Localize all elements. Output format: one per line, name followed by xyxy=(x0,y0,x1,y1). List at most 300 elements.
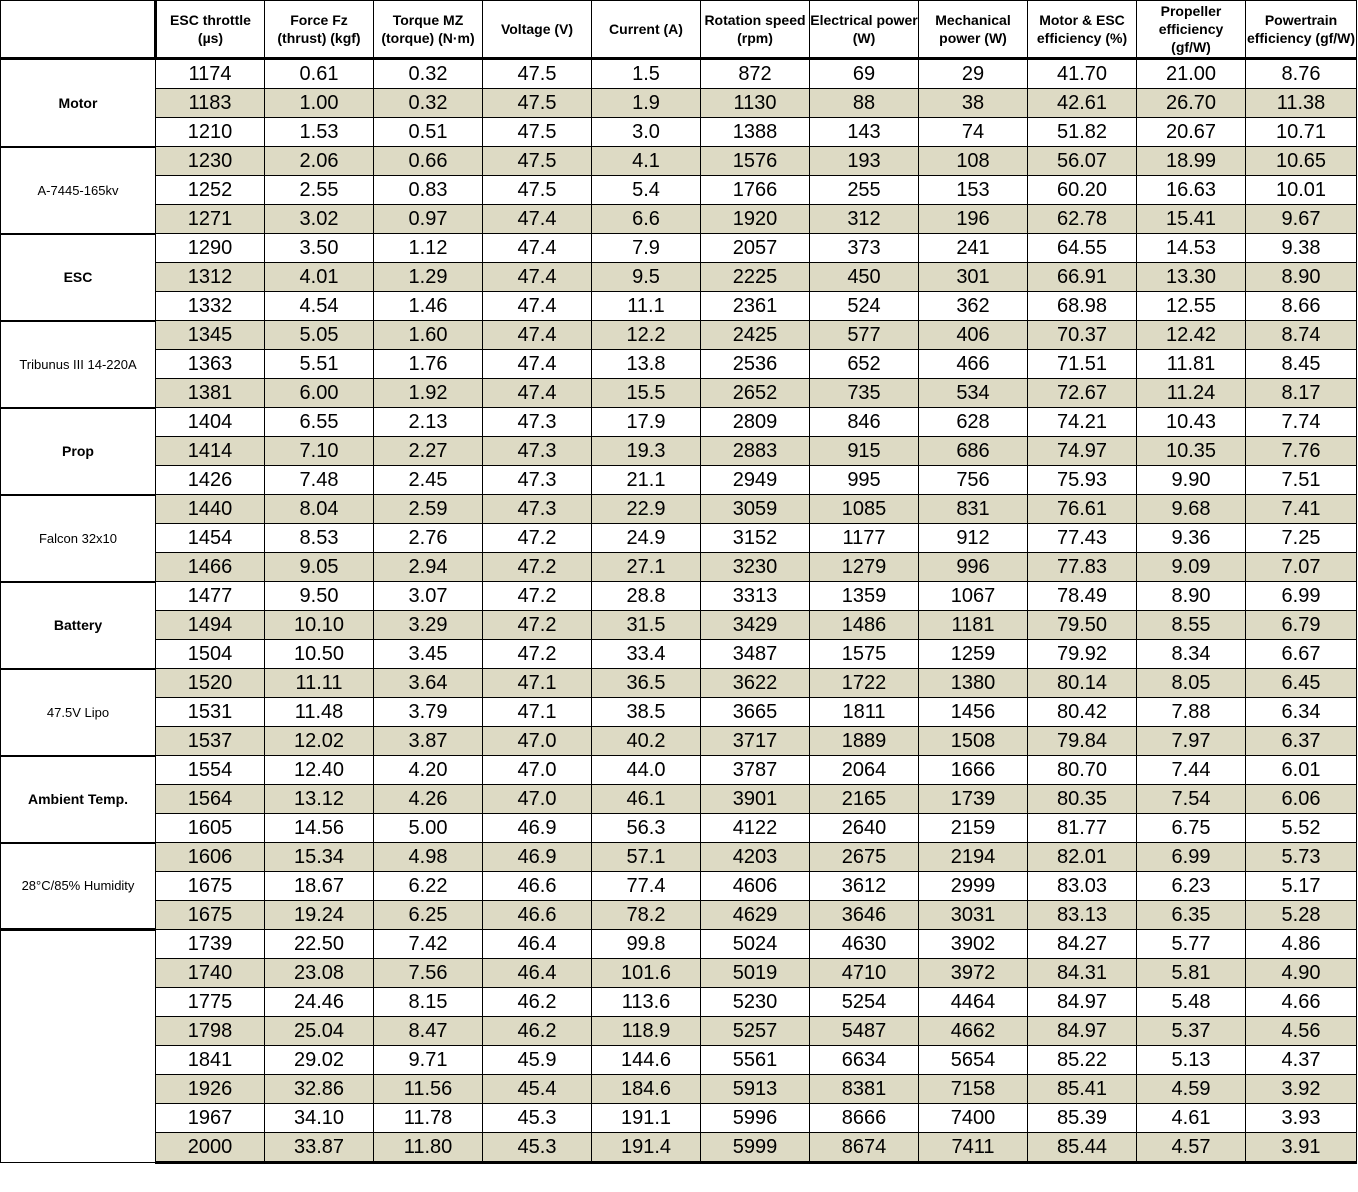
table-cell: 4629 xyxy=(701,901,810,930)
table-row xyxy=(1,147,1357,176)
table-cell: 8.66 xyxy=(1246,292,1357,321)
table-cell: 19.24 xyxy=(265,901,374,930)
table-cell: 84.97 xyxy=(1028,988,1137,1017)
table-cell: 4.98 xyxy=(374,843,483,872)
table-cell: 41.70 xyxy=(1028,59,1137,89)
table-cell: 3.45 xyxy=(374,640,483,669)
table-cell: 3152 xyxy=(701,524,810,553)
table-cell: 5.73 xyxy=(1246,843,1357,872)
table-cell: 3429 xyxy=(701,611,810,640)
table-cell: 2652 xyxy=(701,379,810,408)
table-cell: 466 xyxy=(919,350,1028,379)
column-header: Mechanical power (W) xyxy=(919,1,1028,59)
table-cell: 12.55 xyxy=(1137,292,1246,321)
table-cell: 33.4 xyxy=(592,640,701,669)
column-header: Powertrain efficiency (gf/W) xyxy=(1246,1,1357,59)
table-cell: 70.37 xyxy=(1028,321,1137,350)
table-cell: 29.02 xyxy=(265,1046,374,1075)
table-cell: 0.32 xyxy=(374,59,483,89)
table-row xyxy=(1,205,1357,234)
table-cell: 8.05 xyxy=(1137,669,1246,698)
table-row xyxy=(1,1104,1357,1133)
table-cell: 1775 xyxy=(156,988,265,1017)
table-cell: 255 xyxy=(810,176,919,205)
table-row xyxy=(1,176,1357,205)
table-row xyxy=(1,553,1357,582)
table-row xyxy=(1,263,1357,292)
table-cell: 2.94 xyxy=(374,553,483,582)
table-cell: 68.98 xyxy=(1028,292,1137,321)
table-cell: 3.29 xyxy=(374,611,483,640)
table-cell: 22.9 xyxy=(592,495,701,524)
prop-model: Falcon 32x10 xyxy=(1,495,156,582)
table-cell: 1380 xyxy=(919,669,1028,698)
table-cell: 2809 xyxy=(701,408,810,437)
table-cell: 9.67 xyxy=(1246,205,1357,234)
table-cell: 301 xyxy=(919,263,1028,292)
table-cell: 46.6 xyxy=(483,901,592,930)
table-cell: 0.66 xyxy=(374,147,483,176)
table-cell: 5254 xyxy=(810,988,919,1017)
table-cell: 14.53 xyxy=(1137,234,1246,263)
table-cell: 1252 xyxy=(156,176,265,205)
table-cell: 46.4 xyxy=(483,930,592,959)
table-cell: 4.90 xyxy=(1246,959,1357,988)
table-cell: 3.91 xyxy=(1246,1133,1357,1163)
table-cell: 4.66 xyxy=(1246,988,1357,1017)
table-cell: 85.44 xyxy=(1028,1133,1137,1163)
table-cell: 1440 xyxy=(156,495,265,524)
table-cell: 83.03 xyxy=(1028,872,1137,901)
table-cell: 5257 xyxy=(701,1017,810,1046)
table-cell: 1.92 xyxy=(374,379,483,408)
table-cell: 2159 xyxy=(919,814,1028,843)
table-cell: 1508 xyxy=(919,727,1028,756)
table-cell: 4.01 xyxy=(265,263,374,292)
table-cell: 1766 xyxy=(701,176,810,205)
table-row xyxy=(1,872,1357,901)
table-cell: 7.88 xyxy=(1137,698,1246,727)
table-cell: 652 xyxy=(810,350,919,379)
column-header: Propeller efficiency (gf/W) xyxy=(1137,1,1246,59)
table-cell: 72.67 xyxy=(1028,379,1137,408)
table-cell: 47.0 xyxy=(483,756,592,785)
table-cell: 2.45 xyxy=(374,466,483,495)
table-cell: 5.28 xyxy=(1246,901,1357,930)
table-cell: 80.35 xyxy=(1028,785,1137,814)
table-cell: 5.4 xyxy=(592,176,701,205)
table-cell: 2.55 xyxy=(265,176,374,205)
table-cell: 46.6 xyxy=(483,872,592,901)
table-row xyxy=(1,785,1357,814)
table-cell: 2361 xyxy=(701,292,810,321)
table-cell: 5913 xyxy=(701,1075,810,1104)
table-cell: 11.1 xyxy=(592,292,701,321)
table-cell: 56.3 xyxy=(592,814,701,843)
table-cell: 1183 xyxy=(156,89,265,118)
table-cell: 2675 xyxy=(810,843,919,872)
table-cell: 4203 xyxy=(701,843,810,872)
table-cell: 4.1 xyxy=(592,147,701,176)
table-cell: 6.6 xyxy=(592,205,701,234)
table-cell: 1675 xyxy=(156,901,265,930)
table-cell: 8.53 xyxy=(265,524,374,553)
table-cell: 1520 xyxy=(156,669,265,698)
table-cell: 872 xyxy=(701,59,810,89)
table-row xyxy=(1,611,1357,640)
table-cell: 33.87 xyxy=(265,1133,374,1163)
prop-label: Prop xyxy=(1,408,156,495)
table-cell: 8.74 xyxy=(1246,321,1357,350)
table-cell: 193 xyxy=(810,147,919,176)
table-cell: 6.34 xyxy=(1246,698,1357,727)
table-cell: 3.92 xyxy=(1246,1075,1357,1104)
table-cell: 143 xyxy=(810,118,919,147)
column-header: Torque MZ (torque) (N·m) xyxy=(374,1,483,59)
table-cell: 10.35 xyxy=(1137,437,1246,466)
table-cell: 0.97 xyxy=(374,205,483,234)
table-cell: 6.99 xyxy=(1246,582,1357,611)
table-row xyxy=(1,89,1357,118)
table-cell: 7.97 xyxy=(1137,727,1246,756)
table-cell: 47.0 xyxy=(483,785,592,814)
table-cell: 17.9 xyxy=(592,408,701,437)
table-cell: 3.87 xyxy=(374,727,483,756)
table-cell: 8.76 xyxy=(1246,59,1357,89)
table-cell: 40.2 xyxy=(592,727,701,756)
table-cell: 5.52 xyxy=(1246,814,1357,843)
table-cell: 11.78 xyxy=(374,1104,483,1133)
table-row xyxy=(1,1075,1357,1104)
table-cell: 1740 xyxy=(156,959,265,988)
table-cell: 5487 xyxy=(810,1017,919,1046)
table-cell: 47.1 xyxy=(483,669,592,698)
table-cell: 3.07 xyxy=(374,582,483,611)
table-cell: 1606 xyxy=(156,843,265,872)
table-cell: 2.06 xyxy=(265,147,374,176)
table-row xyxy=(1,234,1357,263)
table-cell: 5.00 xyxy=(374,814,483,843)
table-cell: 74 xyxy=(919,118,1028,147)
table-cell: 3313 xyxy=(701,582,810,611)
table-cell: 1926 xyxy=(156,1075,265,1104)
table-cell: 406 xyxy=(919,321,1028,350)
table-cell: 996 xyxy=(919,553,1028,582)
table-cell: 5.17 xyxy=(1246,872,1357,901)
table-cell: 1404 xyxy=(156,408,265,437)
table-cell: 3972 xyxy=(919,959,1028,988)
table-cell: 1739 xyxy=(156,930,265,959)
table-cell: 1230 xyxy=(156,147,265,176)
table-cell: 3901 xyxy=(701,785,810,814)
table-cell: 71.51 xyxy=(1028,350,1137,379)
table-cell: 47.2 xyxy=(483,640,592,669)
table-cell: 99.8 xyxy=(592,930,701,959)
table-cell: 1174 xyxy=(156,59,265,89)
table-cell: 62.78 xyxy=(1028,205,1137,234)
table-cell: 45.9 xyxy=(483,1046,592,1075)
table-cell: 1426 xyxy=(156,466,265,495)
table-cell: 7.48 xyxy=(265,466,374,495)
table-cell: 7.07 xyxy=(1246,553,1357,582)
table-cell: 80.42 xyxy=(1028,698,1137,727)
table-cell: 79.84 xyxy=(1028,727,1137,756)
table-cell: 78.49 xyxy=(1028,582,1137,611)
table-cell: 534 xyxy=(919,379,1028,408)
table-cell: 47.4 xyxy=(483,205,592,234)
table-cell: 21.00 xyxy=(1137,59,1246,89)
table-cell: 19.3 xyxy=(592,437,701,466)
table-cell: 12.2 xyxy=(592,321,701,350)
table-cell: 80.14 xyxy=(1028,669,1137,698)
table-cell: 4.56 xyxy=(1246,1017,1357,1046)
table-row xyxy=(1,408,1357,437)
table-cell: 362 xyxy=(919,292,1028,321)
table-cell: 69 xyxy=(810,59,919,89)
table-cell: 25.04 xyxy=(265,1017,374,1046)
table-cell: 8.55 xyxy=(1137,611,1246,640)
table-cell: 5996 xyxy=(701,1104,810,1133)
table-cell: 7158 xyxy=(919,1075,1028,1104)
table-cell: 846 xyxy=(810,408,919,437)
table-cell: 47.3 xyxy=(483,466,592,495)
table-cell: 7.10 xyxy=(265,437,374,466)
table-cell: 47.5 xyxy=(483,89,592,118)
table-cell: 81.77 xyxy=(1028,814,1137,843)
table-cell: 4630 xyxy=(810,930,919,959)
table-cell: 1388 xyxy=(701,118,810,147)
table-cell: 373 xyxy=(810,234,919,263)
table-cell: 47.3 xyxy=(483,437,592,466)
table-cell: 1130 xyxy=(701,89,810,118)
table-cell: 47.2 xyxy=(483,553,592,582)
table-cell: 1359 xyxy=(810,582,919,611)
esc-model: Tribunus III 14-220A xyxy=(1,321,156,408)
table-cell: 0.61 xyxy=(265,59,374,89)
table-cell: 9.90 xyxy=(1137,466,1246,495)
table-cell: 6.37 xyxy=(1246,727,1357,756)
table-cell: 47.2 xyxy=(483,611,592,640)
table-cell: 88 xyxy=(810,89,919,118)
table-cell: 12.42 xyxy=(1137,321,1246,350)
table-cell: 6.75 xyxy=(1137,814,1246,843)
table-cell: 27.1 xyxy=(592,553,701,582)
table-cell: 1.00 xyxy=(265,89,374,118)
column-header: Voltage (V) xyxy=(483,1,592,59)
table-cell: 2.59 xyxy=(374,495,483,524)
table-cell: 10.65 xyxy=(1246,147,1357,176)
table-row xyxy=(1,1133,1357,1163)
table-cell: 1537 xyxy=(156,727,265,756)
table-cell: 8.17 xyxy=(1246,379,1357,408)
table-cell: 241 xyxy=(919,234,1028,263)
table-cell: 6.79 xyxy=(1246,611,1357,640)
table-cell: 6.00 xyxy=(265,379,374,408)
table-cell: 77.43 xyxy=(1028,524,1137,553)
column-header: Rotation speed (rpm) xyxy=(701,1,810,59)
column-header: Force Fz (thrust) (kgf) xyxy=(265,1,374,59)
table-cell: 1841 xyxy=(156,1046,265,1075)
table-cell: 0.51 xyxy=(374,118,483,147)
table-cell: 1920 xyxy=(701,205,810,234)
table-cell: 4.37 xyxy=(1246,1046,1357,1075)
column-header: ESC throttle (µs) xyxy=(156,1,265,59)
table-cell: 85.22 xyxy=(1028,1046,1137,1075)
table-row xyxy=(1,524,1357,553)
table-row xyxy=(1,756,1357,785)
table-cell: 831 xyxy=(919,495,1028,524)
motor-label: Motor xyxy=(1,59,156,147)
table-cell: 3902 xyxy=(919,930,1028,959)
table-cell: 75.93 xyxy=(1028,466,1137,495)
ambient-value: 28°C/85% Humidity xyxy=(1,843,156,930)
table-cell: 79.92 xyxy=(1028,640,1137,669)
table-cell: 1456 xyxy=(919,698,1028,727)
table-cell: 5.77 xyxy=(1137,930,1246,959)
table-cell: 1477 xyxy=(156,582,265,611)
table-cell: 5.81 xyxy=(1137,959,1246,988)
table-cell: 9.09 xyxy=(1137,553,1246,582)
table-row xyxy=(1,959,1357,988)
table-cell: 6.01 xyxy=(1246,756,1357,785)
table-cell: 1363 xyxy=(156,350,265,379)
table-row xyxy=(1,1017,1357,1046)
table-cell: 46.9 xyxy=(483,814,592,843)
table-row xyxy=(1,582,1357,611)
table-cell: 8.04 xyxy=(265,495,374,524)
table-cell: 77.4 xyxy=(592,872,701,901)
table-cell: 9.36 xyxy=(1137,524,1246,553)
table-cell: 191.4 xyxy=(592,1133,701,1163)
table-cell: 47.3 xyxy=(483,495,592,524)
table-row xyxy=(1,727,1357,756)
table-cell: 4.61 xyxy=(1137,1104,1246,1133)
table-cell: 22.50 xyxy=(265,930,374,959)
table-cell: 8674 xyxy=(810,1133,919,1163)
column-header: Electrical power (W) xyxy=(810,1,919,59)
table-cell: 10.50 xyxy=(265,640,374,669)
table-cell: 1605 xyxy=(156,814,265,843)
table-cell: 7.41 xyxy=(1246,495,1357,524)
table-cell: 2000 xyxy=(156,1133,265,1163)
table-cell: 8.34 xyxy=(1137,640,1246,669)
table-cell: 46.1 xyxy=(592,785,701,814)
table-cell: 11.56 xyxy=(374,1075,483,1104)
table-cell: 47.1 xyxy=(483,698,592,727)
table-cell: 45.3 xyxy=(483,1104,592,1133)
table-cell: 13.12 xyxy=(265,785,374,814)
table-cell: 15.41 xyxy=(1137,205,1246,234)
table-cell: 1.76 xyxy=(374,350,483,379)
motor-model: A-7445-165kv xyxy=(1,147,156,234)
table-cell: 1181 xyxy=(919,611,1028,640)
table-cell: 4.26 xyxy=(374,785,483,814)
table-cell: 77.83 xyxy=(1028,553,1137,582)
table-cell: 85.39 xyxy=(1028,1104,1137,1133)
table-cell: 1332 xyxy=(156,292,265,321)
table-cell: 82.01 xyxy=(1028,843,1137,872)
table-cell: 1279 xyxy=(810,553,919,582)
battery-model: 47.5V Lipo xyxy=(1,669,156,756)
table-cell: 85.41 xyxy=(1028,1075,1137,1104)
table-cell: 6.22 xyxy=(374,872,483,901)
table-cell: 4662 xyxy=(919,1017,1028,1046)
table-cell: 628 xyxy=(919,408,1028,437)
table-cell: 13.8 xyxy=(592,350,701,379)
table-row xyxy=(1,495,1357,524)
table-cell: 7.74 xyxy=(1246,408,1357,437)
table-cell: 4.57 xyxy=(1137,1133,1246,1163)
table-cell: 84.27 xyxy=(1028,930,1137,959)
table-cell: 153 xyxy=(919,176,1028,205)
table-cell: 6.25 xyxy=(374,901,483,930)
table-cell: 191.1 xyxy=(592,1104,701,1133)
table-cell: 2425 xyxy=(701,321,810,350)
table-cell: 7.54 xyxy=(1137,785,1246,814)
table-cell: 36.5 xyxy=(592,669,701,698)
table-cell: 1067 xyxy=(919,582,1028,611)
table-cell: 47.0 xyxy=(483,727,592,756)
table-cell: 2194 xyxy=(919,843,1028,872)
table-row xyxy=(1,901,1357,930)
table-cell: 8.90 xyxy=(1246,263,1357,292)
table-cell: 47.4 xyxy=(483,292,592,321)
table-cell: 8.47 xyxy=(374,1017,483,1046)
esc-label: ESC xyxy=(1,234,156,321)
table-cell: 45.4 xyxy=(483,1075,592,1104)
table-cell: 0.32 xyxy=(374,89,483,118)
table-cell: 3.79 xyxy=(374,698,483,727)
battery-label: Battery xyxy=(1,582,156,669)
table-cell: 9.38 xyxy=(1246,234,1357,263)
table-cell: 5.37 xyxy=(1137,1017,1246,1046)
table-cell: 47.3 xyxy=(483,408,592,437)
table-cell: 108 xyxy=(919,147,1028,176)
table-cell: 64.55 xyxy=(1028,234,1137,263)
table-cell: 3.64 xyxy=(374,669,483,698)
table-cell: 1554 xyxy=(156,756,265,785)
table-cell: 47.4 xyxy=(483,379,592,408)
table-cell: 47.5 xyxy=(483,118,592,147)
table-cell: 18.99 xyxy=(1137,147,1246,176)
table-cell: 47.2 xyxy=(483,582,592,611)
table-cell: 144.6 xyxy=(592,1046,701,1075)
table-cell: 196 xyxy=(919,205,1028,234)
table-cell: 66.91 xyxy=(1028,263,1137,292)
table-cell: 1.29 xyxy=(374,263,483,292)
table-cell: 1666 xyxy=(919,756,1028,785)
table-cell: 1675 xyxy=(156,872,265,901)
header-corner xyxy=(1,1,156,59)
table-cell: 735 xyxy=(810,379,919,408)
table-cell: 78.2 xyxy=(592,901,701,930)
table-cell: 1576 xyxy=(701,147,810,176)
table-cell: 46.9 xyxy=(483,843,592,872)
ambient-label: Ambient Temp. xyxy=(1,756,156,843)
table-cell: 4.86 xyxy=(1246,930,1357,959)
table-cell: 47.5 xyxy=(483,147,592,176)
table-cell: 7.9 xyxy=(592,234,701,263)
table-cell: 2536 xyxy=(701,350,810,379)
table-cell: 1414 xyxy=(156,437,265,466)
table-cell: 995 xyxy=(810,466,919,495)
table-row xyxy=(1,350,1357,379)
table-cell: 1.53 xyxy=(265,118,374,147)
table-cell: 3.50 xyxy=(265,234,374,263)
table-cell: 11.80 xyxy=(374,1133,483,1163)
table-cell: 2225 xyxy=(701,263,810,292)
table-cell: 11.11 xyxy=(265,669,374,698)
